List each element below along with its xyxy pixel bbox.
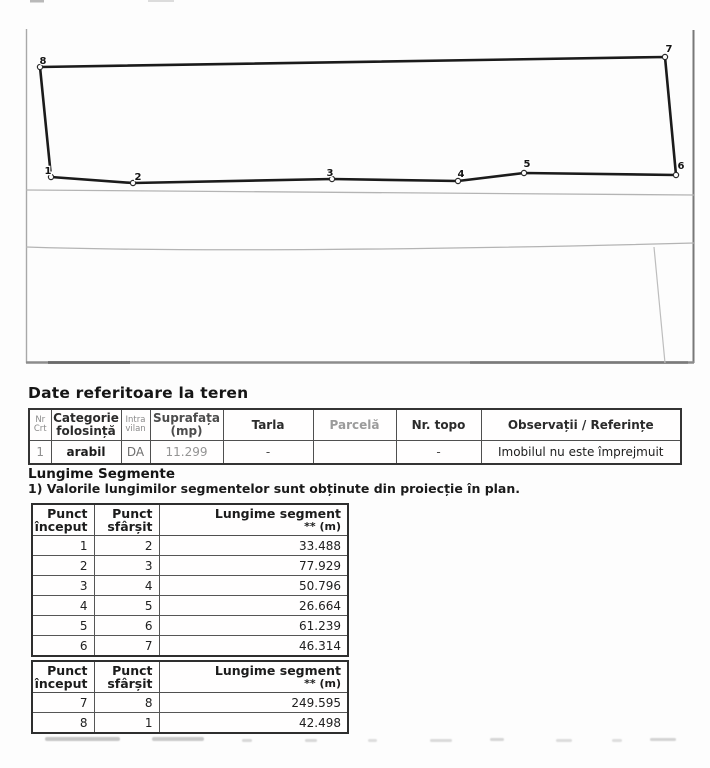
cell-end: 3 [94,556,159,576]
col-header-parcela: Parcelă [313,409,396,441]
vertex-label: 8 [39,56,47,67]
road-edge-line-lower [26,243,694,250]
parcel-map-drawing [0,0,710,378]
segments-note: 1) Valorile lungimilor segmentelor sunt obținute din proiecție în plan. [28,481,521,496]
vertex-marker [662,54,667,59]
segment-row [32,536,348,556]
col-header-punct-sfarsit: Punct sfârșit [94,504,159,536]
cell-end: 8 [94,693,159,713]
cell-end: 4 [94,576,159,596]
cell-nr-crt: 1 [29,441,51,465]
cell-end: 7 [94,636,159,657]
scan-smudge [490,738,504,741]
cell-length: 42.498 [159,713,348,734]
vertex-marker [521,170,526,175]
scan-speck [30,0,44,3]
scan-smudge [305,739,317,742]
cell-length: 46.314 [159,636,348,657]
cell-nr-topo: - [396,441,481,465]
cell-end: 6 [94,616,159,636]
cell-start: 4 [32,596,94,616]
col-header-punct-inceput: Punct început [32,504,94,536]
segment-row [32,596,348,616]
scan-smudge [430,739,452,742]
cell-length: 249.595 [159,693,348,713]
cell-parcela [313,441,396,465]
col-header-lungime-segment: Lungime segment ** (m) [159,504,348,536]
cell-categorie: arabil [51,441,121,465]
cell-start: 7 [32,693,94,713]
col-header-categorie-folosinta: Categorie folosință [51,409,121,441]
vertex-label: 5 [523,159,531,170]
segments-table-1 [31,503,349,657]
cell-start: 3 [32,576,94,596]
segments-table-2 [31,660,349,734]
cell-tarla: - [223,441,313,465]
segment-row [32,616,348,636]
scan-smudge [650,738,676,741]
scan-smudge [45,737,120,741]
vertex-label: 6 [677,161,685,172]
col-header-punct-sfarsit: Punct sfârșit [94,661,159,693]
segment-row [32,556,348,576]
vertex-label: 2 [134,172,142,183]
segments-section-title: Lungime Segmente [28,466,176,482]
cell-start: 1 [32,536,94,556]
cell-length: 77.929 [159,556,348,576]
scan-smudge [612,739,622,742]
col-header-observatii: Observații / Referințe [481,409,681,441]
terrain-data-row [29,441,681,465]
cell-length: 61.239 [159,616,348,636]
cell-end: 5 [94,596,159,616]
road-edge-line-upper [26,190,694,195]
col-header-nr-crt: Nr Crt [29,409,51,441]
adjacent-parcel-line [654,247,665,363]
cell-length: 50.796 [159,576,348,596]
cell-start: 5 [32,616,94,636]
cell-observatii: Imobilul nu este împrejmuit [481,441,681,465]
vertex-label: 3 [326,168,334,179]
segments-header-row [32,504,348,536]
scan-speck [148,0,174,2]
cell-suprafata: 11.299 [150,441,223,465]
col-header-lungime-segment: Lungime segment ** (m) [159,661,348,693]
segment-row [32,576,348,596]
terrain-section-title: Date referitoare la teren [28,384,249,402]
cell-intravilan: DA [121,441,150,465]
cell-end: 1 [94,713,159,734]
cell-start: 2 [32,556,94,576]
col-header-tarla: Tarla [223,409,313,441]
terrain-table [28,408,682,465]
scan-smudge [556,739,572,742]
col-header-nr-topo: Nr. topo [396,409,481,441]
cell-start: 8 [32,713,94,734]
cell-length: 26.664 [159,596,348,616]
col-header-intravilan: Intra vilan [121,409,150,441]
segment-row [32,636,348,657]
segment-row [32,713,348,734]
vertex-label: 1 [44,166,52,177]
cell-end: 2 [94,536,159,556]
scan-smudge [242,739,252,742]
scan-smudge [368,739,377,742]
scan-smudge [152,737,204,741]
segment-row [32,693,348,713]
segments-header-row [32,661,348,693]
cell-start: 6 [32,636,94,657]
parcel-boundary [40,57,676,183]
col-header-suprafata: Suprafața (mp) [150,409,223,441]
col-header-punct-inceput: Punct început [32,661,94,693]
cell-length: 33.488 [159,536,348,556]
terrain-header-row [29,409,681,441]
vertex-marker [673,172,678,177]
vertex-label: 4 [457,169,465,180]
vertex-label: 7 [665,44,673,55]
